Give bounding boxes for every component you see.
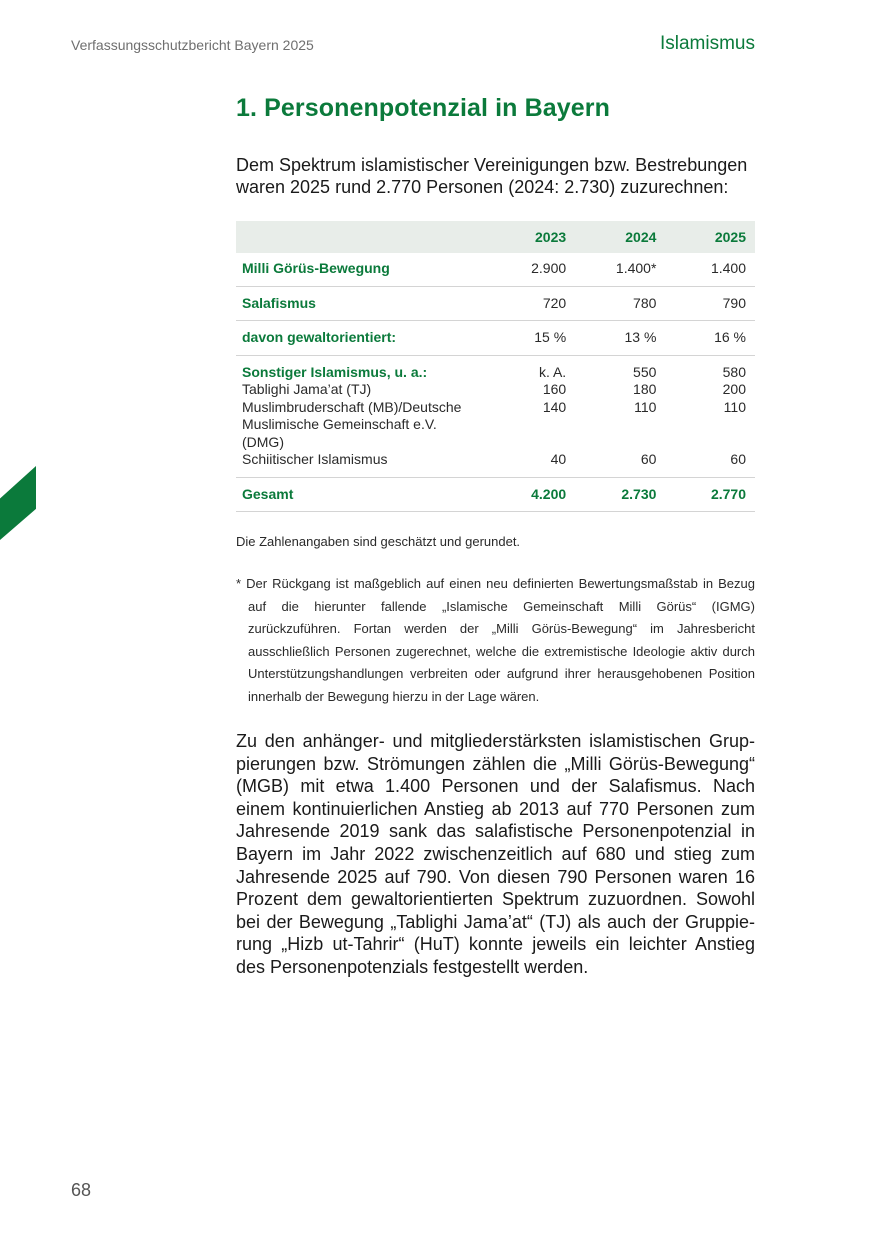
table-cell: 110: [634, 398, 657, 415]
table-total-row: [236, 477, 755, 512]
table-cell: 110: [723, 398, 746, 415]
table-header-row: [236, 221, 755, 253]
table-cell-spacer: [671, 434, 746, 452]
body-paragraph: Zu den anhänger- und mitgliederstärksten islamistischen Gruppierungen bzw. Strömungen zählen die „Milli Görüs-Bewegung“ (MGB) mit etwa 1.400 Personen und der Salafismus. Nach einem kontinuierlichen Anstieg ab 2013 auf 770 Personen zum Jahresende 2019 sank das salafistische Personenpotenzial in Bayern im Jahr 2022 zwischenzeitlich auf 680 und stieg zum Jahresende 2025 auf 790. Von diesen 790 Personen waren 16 Prozent dem gewaltorientierten Spektrum zuzuordnen. Sowohl bei der Bewegung „Tablighi Jama’at“ (TJ) als auch der Gruppierung „Hizb ut-Tahrir“ (HuT) konnte jeweils ein leichter Anstieg des Personenpotenzials festgestellt werden.: [236, 731, 755, 977]
table-cell: 2.770: [710, 485, 746, 502]
table-cell-spacer: [581, 434, 656, 452]
table-note: Die Zahlenangaben sind geschätzt und gerundet.: [236, 534, 521, 549]
table-cell: 580: [722, 363, 746, 380]
table-cell: 60: [640, 451, 657, 467]
table-cell: 720: [542, 294, 567, 311]
table-cell: 13 %: [624, 329, 657, 345]
table-row-group: [236, 355, 755, 477]
table-cell: 780: [633, 294, 657, 311]
table-cell-spacer: [492, 434, 567, 452]
subrow-label: Tablighi Jama’at (TJ): [242, 381, 372, 397]
table-cell: k. A.: [538, 363, 567, 380]
column-header: 2025: [714, 229, 746, 245]
page-heading: 1. Personenpotenzial in Bayern: [236, 94, 610, 122]
table-cell-spacer: [492, 416, 567, 434]
table-cell: 40: [550, 451, 567, 467]
table-cell: 2.730: [621, 485, 657, 502]
group-values-2025: [665, 355, 755, 477]
table-cell: 1.400: [710, 260, 746, 276]
table-cell: 16 %: [714, 329, 746, 345]
statistics-table: [236, 221, 755, 512]
table-cell-spacer: [671, 416, 746, 434]
column-header: 2023: [535, 229, 567, 245]
row-label: Milli Görüs-Bewegung: [242, 260, 390, 276]
row-label: davon gewaltorientiert:: [242, 329, 397, 345]
table-cell: 550: [633, 363, 657, 380]
main-content: [236, 94, 755, 979]
table-row: [236, 253, 755, 286]
table-cell: 4.200: [531, 485, 567, 502]
group-values-2023: [486, 355, 576, 477]
section-label: Islamismus: [659, 33, 755, 54]
group-label: Sonstiger Islamismus, u. a.:: [242, 363, 428, 380]
table-header-blank: [236, 221, 486, 253]
table-cell-spacer: [581, 416, 656, 434]
subrow-label: Schiitischer Islamismus: [242, 451, 388, 467]
table-cell: 790: [722, 294, 746, 311]
footnote: * Der Rückgang ist maßgeblich auf einen neu definierten Bewertungsmaßstab in Bezug auf die hierunter fallende „Islamische Gemeinschaft Milli Görüs“ (IGMG) zurückzuführen. Fortan werden der „Milli Görüs-Bewegung“ im Jahresbericht ausschließlich Personen zugerechnet, welche die extremistische Ideologie aktiv durch Unterstützungshandlungen verbreiten oder aufgrund ihrer herausgehobenen Position innerhalb der Bewegung hierzu in der Lage wären.: [236, 576, 755, 704]
page-number: 68: [71, 1180, 92, 1200]
table-cell: 1.400*: [615, 260, 657, 276]
table-cell: 200: [722, 381, 746, 397]
table-row: [236, 286, 755, 321]
table-cell: 2.900: [531, 260, 567, 276]
subrow-label: Muslimbruderschaft (MB)/Deutsche Muslimische Gemeinschaft e.V. (DMG): [242, 398, 462, 450]
section-marker-tab: [0, 466, 36, 540]
group-values-2024: [575, 355, 665, 477]
table-cell: 140: [542, 398, 567, 415]
group-labels: [236, 355, 486, 477]
table-cell: 160: [542, 381, 567, 397]
table-cell: 15 %: [534, 329, 567, 345]
intro-paragraph: Dem Spektrum islamistischer Vereinigungen bzw. Bestrebungen waren 2025 rund 2.770 Personen (2024: 2.730) zuzurechnen:: [236, 155, 748, 197]
column-header: 2024: [625, 229, 657, 245]
running-title: Verfassungsschutzbericht Bayern 2025: [71, 37, 314, 53]
table-row: [236, 321, 755, 356]
row-label: Salafismus: [242, 294, 316, 311]
table-cell: 60: [730, 451, 746, 467]
total-label: Gesamt: [242, 485, 294, 502]
table-cell: 180: [633, 381, 657, 397]
